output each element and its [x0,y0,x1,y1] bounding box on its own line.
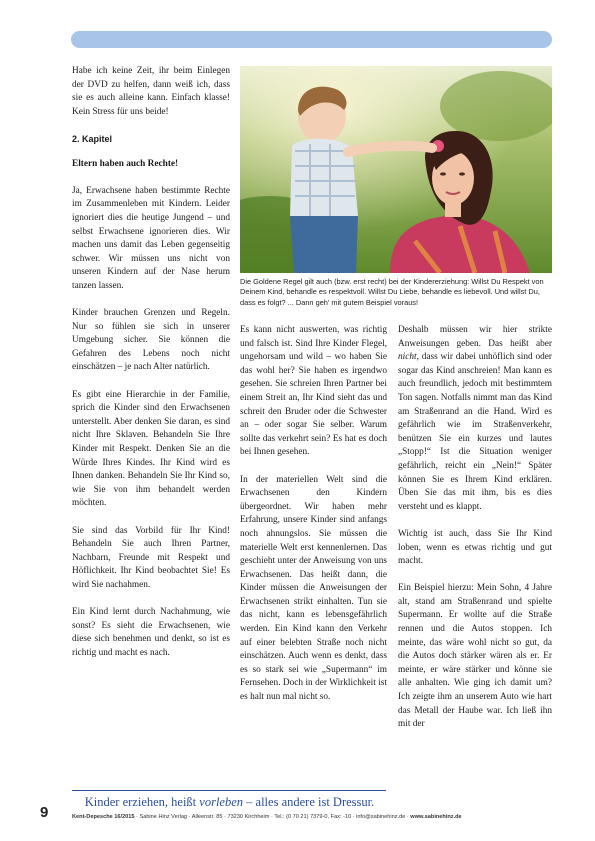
text-column-2 [240,324,387,718]
paragraph: Wichtig ist auch, dass Sie Ihr Kind loben, wenn es etwas richtig und gut macht. [398,528,552,567]
emphasis: nicht [398,352,417,363]
paragraph: Ein Beispiel hierzu: Mein Sohn, 4 Jahre alt, stand am Straßenrand und spielte Supermann. Er wollte auf die Straße rennen und die Autos stoppen. Ich meinte, das wäre wohl nicht so gut, da die Autos doch stärker wären als er. Er meinte, er wäre stärker und könne sie alle anhalten. Wie ging ich damit um? Ich zeigte ihm an unserem Auto wie hart das Metall der Haube war. Ich ließ ihn mit der [398,583,552,730]
footer-address: · Sabine Hinz Verlag · Alleenstr. 85 · 73230 Kirchheim · Tel.: (0 70 21) 7379-0, Fax: -10 · info@sabinehinz.de · [134,814,411,820]
quote-text: – alles andere ist Dressur. [243,795,375,809]
paragraph: Habe ich keine Zeit, ihr beim Einlegen der DVD zu helfen, dann weiß ich, dass sie es auch alleine kann. Einfach klasse! Kein Stress für uns beide! [72,66,230,117]
pullquote-rule [72,790,386,791]
header-bar [71,31,552,48]
footer-issue: Kent-Depesche 16/2015 [72,814,135,820]
section-subheading: Eltern haben auch Rechte! [72,158,179,169]
paragraph [398,324,552,514]
photo-child-and-mother [240,66,552,273]
paragraph: Sie sind das Vorbild für Ihr Kind! Behandeln Sie auch Ihren Partner, Nachbarn, Freunde mit Respekt und Höflichkeit. Ihr Kind beobachtet Sie! Es wird Sie nachahmen. [72,525,230,590]
photo-illustration [240,66,552,273]
paragraph: Es gibt eine Hierarchie in der Familie, sprich die Kinder sind den Erwachsenen unterstellt. Aber denken Sie daran, es sind nicht Ihre Sklaven. Behandeln Sie Ihre Kinder mit Respekt. Denken Sie an die Würde Ihres Kindes. Ihr Kind wird es Ihnen danken. Behandeln Sie Ihr Kind so, wie Sie von ihm behandelt werden möchten. [72,389,230,509]
text-run: , dass wir dabei unhöflich sind oder sogar das Kind anschreien! Man kann es auch freundlich, jedoch mit bestimmtem Ton sagen. Notfalls nimmt man das Kind am Straßenrand an die Hand. Wird es gefährlich wie im Straßenverkehr, benützen Sie ein kurzes und lautes „Stopp!“ Ist die Situation weniger gefährlich, reicht ein „Nein!“ Später können Sie es Ihrem Kind erklären. Üben Sie das mit ihm, bis es dies versteht und es klappt. [398,352,552,512]
page-number: 9 [40,804,49,821]
paragraph: In der materiellen Welt sind die Erwachsenen den Kindern übergeordnet. Wir haben mehr Erfahrung, unsere Kinder sind anfangs noch ahnungslos. Sie müssen die materielle Welt erst kennenlernen. Das geschieht unter der Anweisung von uns Erwachsenen. Das heißt dann, die Kinder müssen die Anweisungen der Erwachsenen strikt einhalten. Tun sie das nicht, kann es lebensgefährlich werden. Ein Kind kann den Verkehr auf einer belebten Straße noch nicht einschätzen. Auch wenn es denkt, dass es so stark sei wie „Supermann“ im Fernsehen. Doch in der Wirklichkeit ist es halt nun mal nicht so. [240,474,387,703]
photo-caption: Die Goldene Regel gilt auch (bzw. erst recht) bei der Kindererziehung: Willst Du Respekt von Deinem Kind, behandle es respektvoll. Willst Du Liebe, behandle es liebevoll. Und willst Du, dass es folgt? ... Dann geh' mit gutem Beispiel voraus! [240,277,544,307]
paragraph: Kinder brauchen Grenzen und Regeln. Nur so fühlen sie sich in unserer Umgebung sicher. Sie können die Gefahren des Lebens noch nicht einschätzen – je nach Alter natürlich. [72,308,230,373]
quote-emphasis: vorleben [199,795,244,809]
pullquote [72,795,387,810]
footer-web-link[interactable]: www.sabinehinz.de [410,814,462,820]
text-column-1 [72,65,230,674]
paragraph: Ja, Erwachsene haben bestimmte Rechte im Zusammenleben mit Kindern. Leider ignoriert dies die heutige Jungend – und selbst Erwachsene ignorieren dies. Wir machen uns damit das Leben gegenseitig schwer. Wir müssen uns nicht von unseren Kindern auf der Nase herum tanzen lassen. [72,185,230,291]
footer [72,814,557,820]
paragraph: Es kann nicht auswerten, was richtig und falsch ist. Sind Ihre Kinder Flegel, ungehorsam und wild – wo haben Sie das wohl her? Sie haben es irgendwo gesehen. Sie schreien Ihren Partner bei einem Streit an, Ihr Kind sieht das und schreit den Bruder oder die Schwester an – oder sogar Sie selber. Warum sollte das verkehrt sein? Es hat es doch bei Ihnen gesehen. [240,325,387,458]
text-run: Deshalb müssen wir hier strikte Anweisungen geben. Das heißt aber [398,325,552,349]
paragraph: Ein Kind lernt durch Nachahmung, wie sonst? Es sieht die Erwachsenen, wie diese sich benehmen und denkt, so ist es richtig und macht es nach. [72,607,230,658]
quote-text: Kinder erziehen, heißt [84,795,200,809]
chapter-heading: 2. Kapitel [72,133,113,144]
text-column-3 [398,324,552,745]
